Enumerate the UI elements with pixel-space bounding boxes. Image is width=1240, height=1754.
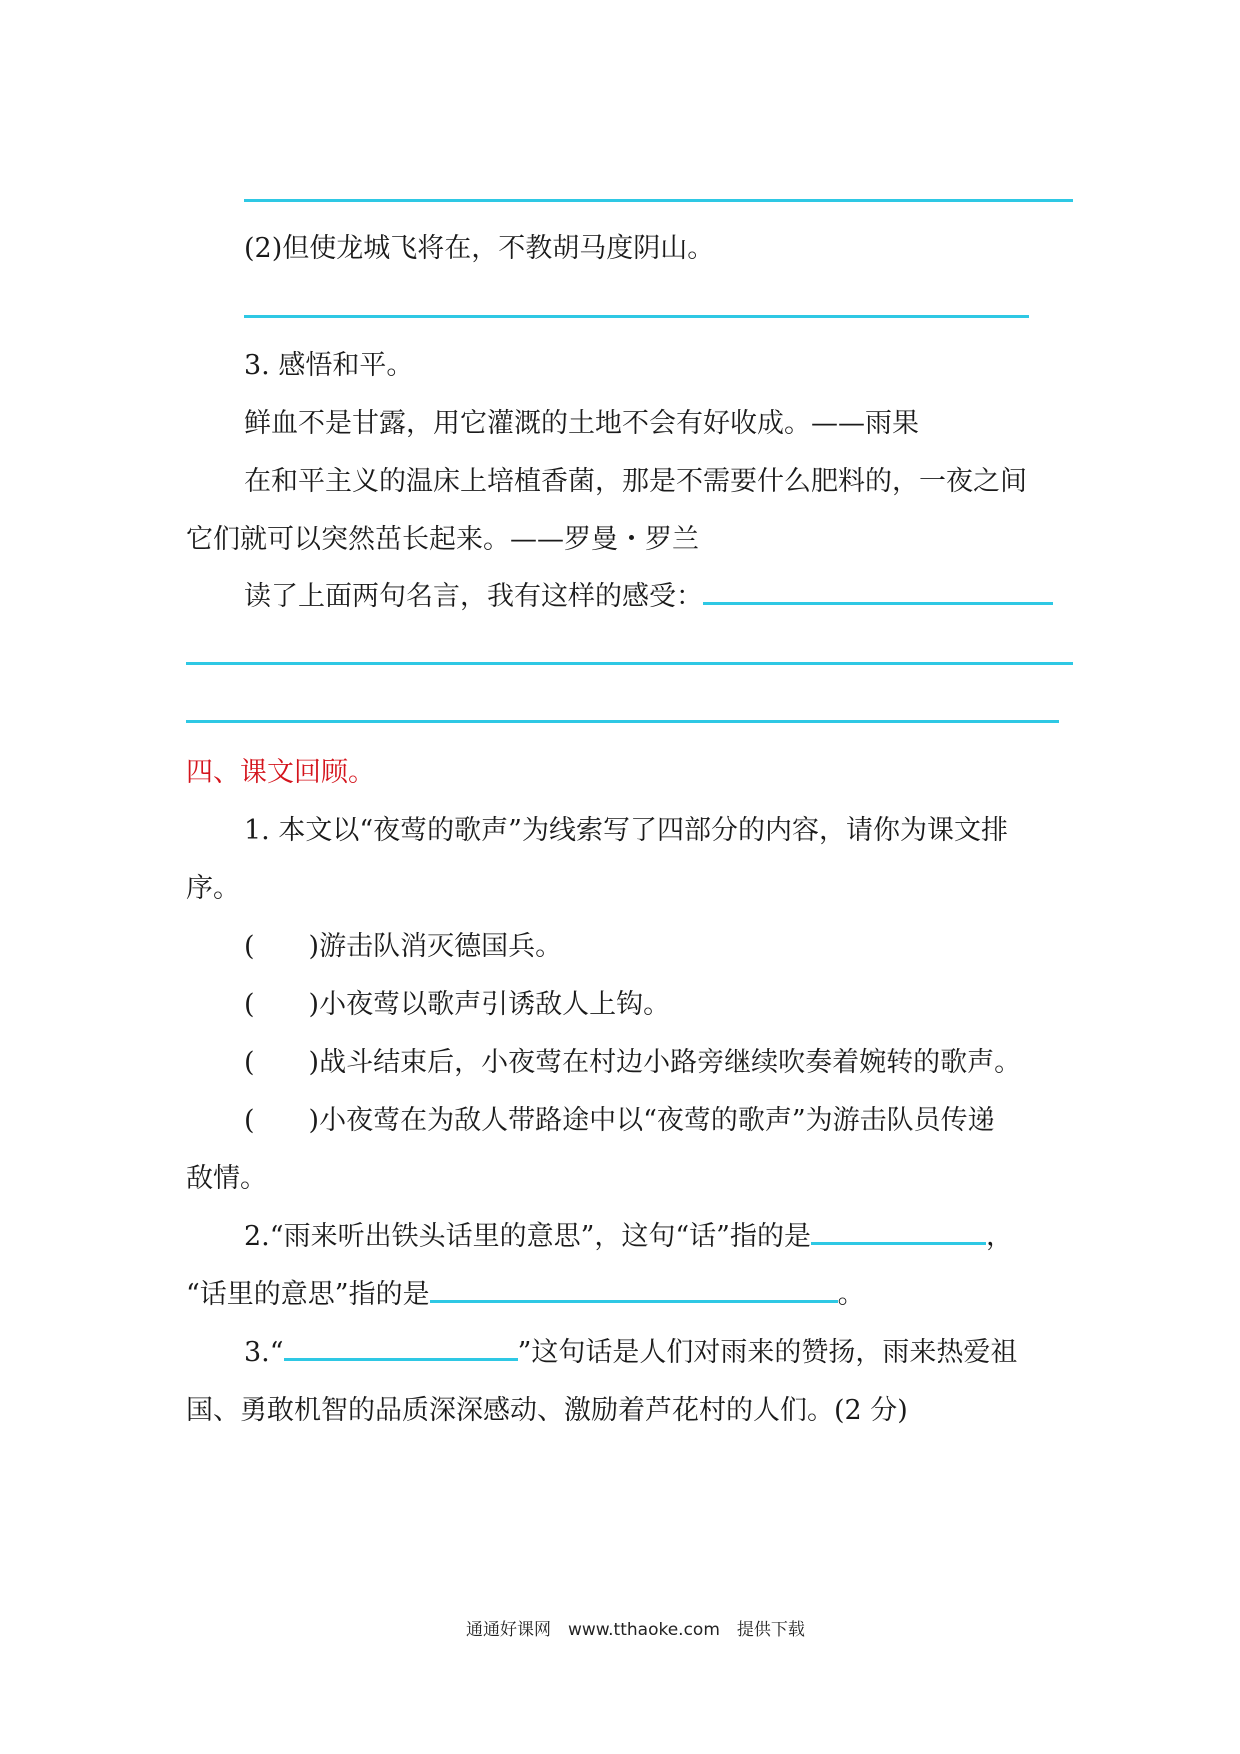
feeling-answer-line[interactable] xyxy=(703,601,1053,605)
order-item xyxy=(244,1040,1021,1079)
footer-text: 通通好课网 www.tthaoke.com 提供下载 xyxy=(466,1620,805,1640)
quote-hugo: 鲜血不是甘露，用它灌溉的土地不会有好收成。——雨果 xyxy=(244,408,919,439)
s4-question-1-line2: 序。 xyxy=(186,873,240,904)
question-3-title: 3. 感悟和平。 xyxy=(244,350,414,381)
order-item-text: 小夜莺以歌声引诱敌人上钩。 xyxy=(319,989,671,1020)
feeling-prompt xyxy=(244,574,1053,613)
s4-question-2-line2 xyxy=(186,1272,865,1311)
section-4-heading: 四、课文回顾。 xyxy=(186,757,375,788)
answer-line-top[interactable] xyxy=(244,199,1073,202)
s4-q3-text: ”这句话是人们对雨来的赞扬，雨来热爱祖 xyxy=(517,1337,1018,1368)
s4-question-3-line1 xyxy=(244,1330,1017,1369)
s4-q2-text-2: “话里的意思”指的是 xyxy=(186,1279,430,1310)
s4-q2-period: 。 xyxy=(837,1279,865,1310)
order-item-text: 游击队消灭德国兵。 xyxy=(319,931,563,962)
s4-q3-open: 3.“ xyxy=(244,1337,284,1368)
order-item xyxy=(244,982,670,1021)
feeling-answer-line-3[interactable] xyxy=(186,720,1059,723)
s4-question-3-line2: 国、勇敢机智的品质深深感动、激励着芦花村的人们。(2 分) xyxy=(186,1395,908,1426)
order-blank[interactable]: ( ) xyxy=(244,1105,320,1136)
quote-rolland-line2: 它们就可以突然茁长起来。——罗曼・罗兰 xyxy=(186,524,699,555)
order-item xyxy=(244,1098,995,1137)
order-item-continuation: 敌情。 xyxy=(186,1163,267,1194)
s4-question-2-line1 xyxy=(244,1214,1013,1253)
s4-q2-answer-line-2[interactable] xyxy=(430,1299,838,1303)
quote-rolland-line1: 在和平主义的温床上培植香菌，那是不需要什么肥料的，一夜之间 xyxy=(244,466,1027,497)
answer-line-q2-item2[interactable] xyxy=(244,315,1029,318)
s4-q2-comma: ， xyxy=(985,1221,1013,1252)
s4-q2-text: 2.“雨来听出铁头话里的意思”，这句“话”指的是 xyxy=(244,1221,811,1252)
s4-q3-answer-line[interactable] xyxy=(284,1357,518,1361)
order-blank[interactable]: ( ) xyxy=(244,931,320,962)
order-item xyxy=(244,924,562,963)
question-2-item-2: (2)但使龙城飞将在，不教胡马度阴山。 xyxy=(244,233,715,264)
order-blank[interactable]: ( ) xyxy=(244,1047,320,1078)
feeling-answer-line-2[interactable] xyxy=(186,662,1073,665)
feeling-prompt-text: 读了上面两句名言，我有这样的感受： xyxy=(244,581,703,612)
order-item-text: 战斗结束后，小夜莺在村边小路旁继续吹奏着婉转的歌声。 xyxy=(319,1047,1022,1078)
s4-question-1-line1: 1. 本文以“夜莺的歌声”为线索写了四部分的内容，请你为课文排 xyxy=(244,815,1008,846)
s4-q2-answer-line-1[interactable] xyxy=(811,1241,986,1245)
order-blank[interactable]: ( ) xyxy=(244,989,320,1020)
order-item-text: 小夜莺在为敌人带路途中以“夜莺的歌声”为游击队员传递 xyxy=(319,1105,995,1136)
